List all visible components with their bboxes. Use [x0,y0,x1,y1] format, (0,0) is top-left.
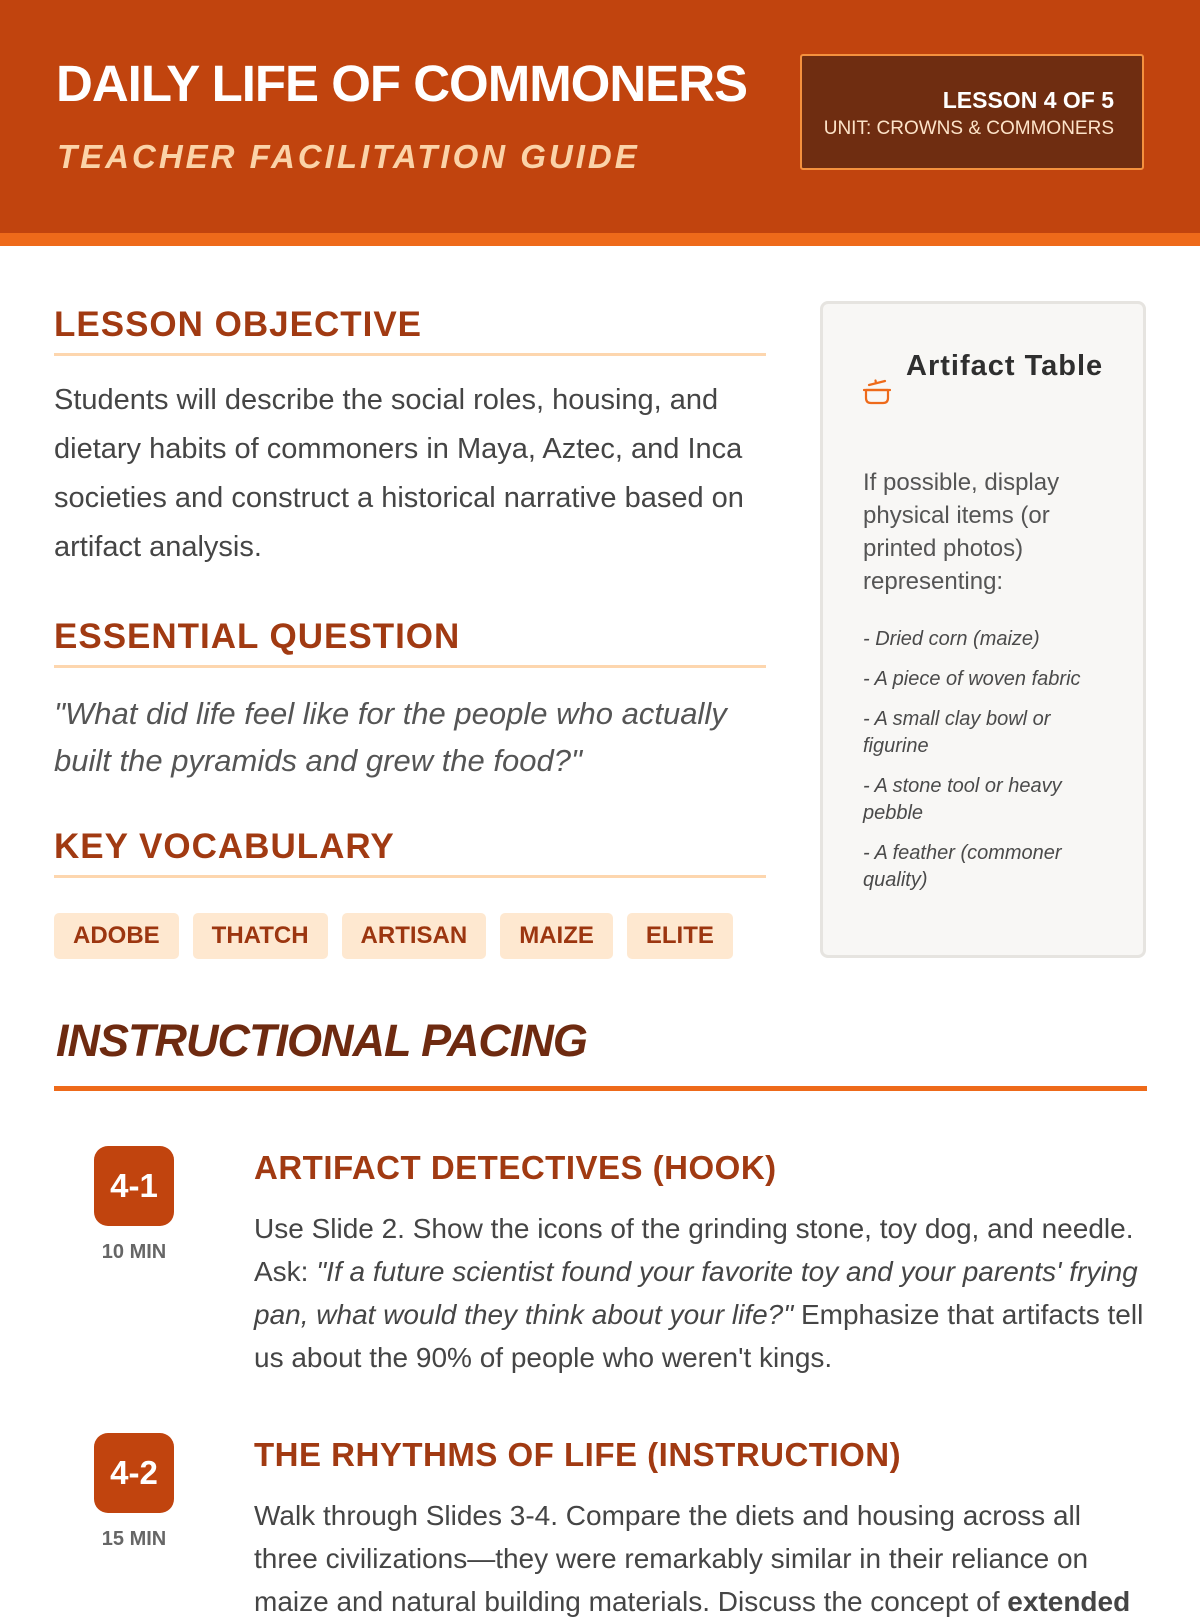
vocab-chip: ADOBE [54,913,179,959]
step-quote: "If a future scientist found your favorite toy and your parents' frying pan, what would they think about your life?" [254,1256,1138,1330]
list-item: - A stone tool or heavy pebble [863,775,1062,824]
list-item: - A small clay bowl or figurine [863,708,1051,757]
list-item: - Dried corn (maize) [863,628,1040,650]
step-duration: 15 MIN [101,1528,167,1550]
unit-name: UNIT: CROWNS & COMMONERS [823,118,1114,139]
essential-question-text: "What did life feel like for the people who actually built the pyramids and grew the food?" [54,696,727,778]
list-item: - A piece of woven fabric [863,668,1081,690]
vocab-chip: ARTISAN [342,913,487,959]
step-description [254,1207,1149,1379]
step-description [254,1494,1149,1623]
artifact-table-title: Artifact Table [906,350,1104,382]
step-badge: 4-1 [94,1146,174,1226]
step-title: ARTIFACT DETECTIVES (HOOK) [254,1149,777,1186]
step-text: Emphasize that artifacts tell us about the 90% of people who weren't kings. [254,1299,1144,1373]
objective-text: Students will describe the social roles, housing, and dietary habits of commoners in Maya, Aztec, and Inca societies and construct a historical narrative based on artifact analysis. [54,384,744,563]
pacing-divider [54,1086,1147,1091]
vocab-chip: MAIZE [500,913,613,959]
document-title: DAILY LIFE OF COMMONERS [56,55,748,112]
vocabulary-heading: KEY VOCABULARY [54,827,766,878]
pacing-heading: INSTRUCTIONAL PACING [56,1015,587,1066]
header-banner [0,0,1200,246]
lesson-info-box [800,54,1144,170]
step-text: Use Slide 2. Show the icons of the grinding stone, toy dog, and needle. Ask: [254,1213,1134,1287]
objective-heading: LESSON OBJECTIVE [54,305,766,356]
document-subtitle: TEACHER FACILITATION GUIDE [57,138,640,175]
artifact-list [863,626,1108,907]
step-badge: 4-2 [94,1433,174,1513]
vocabulary-chips [54,913,733,959]
pot-icon [863,376,891,411]
step-title: THE RHYTHMS OF LIFE (INSTRUCTION) [254,1436,902,1473]
step-duration: 10 MIN [101,1241,167,1263]
step-emphasis: extended [1007,1586,1131,1617]
artifact-table-description: If possible, display physical items (or printed photos) representing: [863,469,1060,595]
step-text: Walk through Slides 3-4. Compare the diets and housing across all three civilizations—they were remarkably similar in their reliance on maize and natural building materials. Discuss the concept of [254,1500,1089,1617]
vocab-chip: ELITE [627,913,733,959]
essential-question-heading: ESSENTIAL QUESTION [54,617,766,668]
artifact-table-card [820,301,1146,958]
vocab-chip: THATCH [193,913,328,959]
lesson-number: LESSON 4 OF 5 [942,87,1114,113]
list-item: - A feather (commoner quality) [863,842,1062,891]
